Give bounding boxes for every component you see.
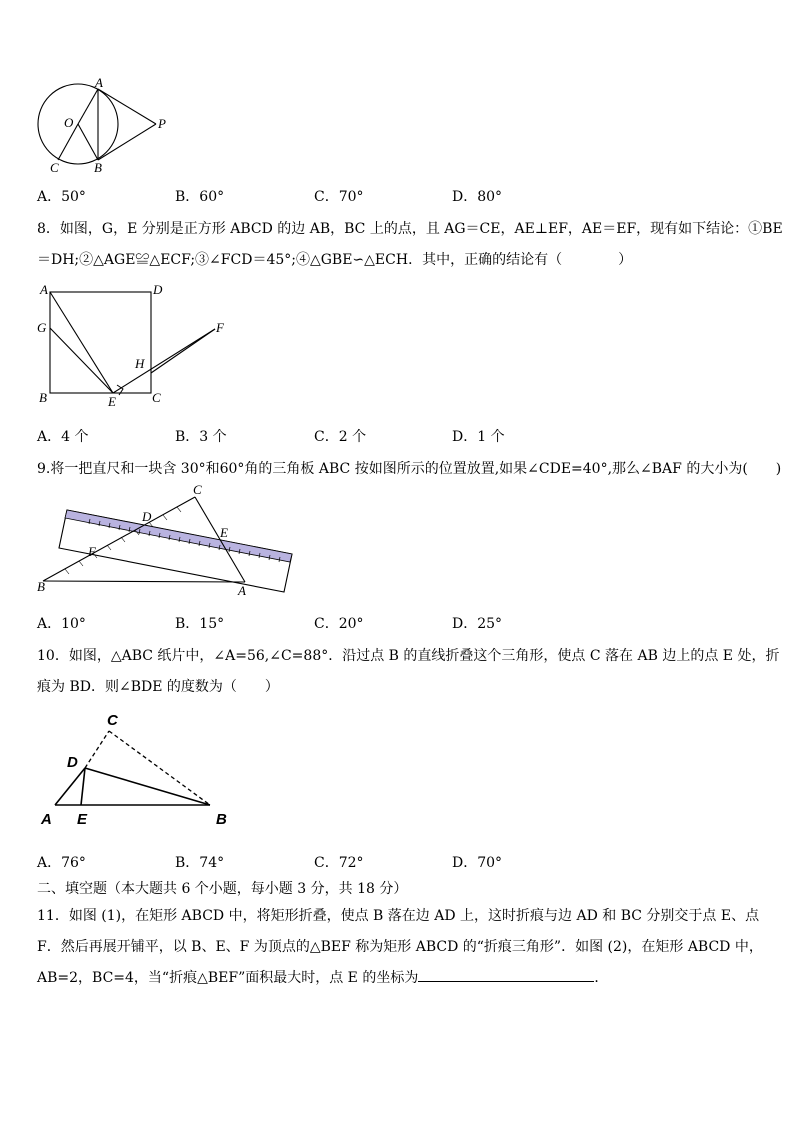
q8-label-g: G	[37, 320, 47, 335]
q7-tangent-pb	[98, 124, 156, 160]
q8-square-abcd	[50, 292, 151, 393]
q10-label-c: C	[107, 712, 118, 729]
q11-stem-line3-prefix: AB=2，BC=4，当“折痕△BEF”面积最大时，点 E 的坐标为	[37, 970, 419, 986]
q8-segment-ae	[50, 292, 113, 393]
q8-option-d: D．1 个	[452, 429, 505, 445]
q10-segment-de	[81, 768, 85, 805]
q10-label-e: E	[77, 811, 88, 828]
q8-label-h: H	[135, 356, 145, 371]
q11-stem-line3-suffix: ．	[594, 970, 609, 986]
q7-option-c: C．70°	[314, 189, 364, 205]
q9-option-b: B．15°	[175, 616, 225, 632]
q11-answer-blank[interactable]	[418, 967, 594, 982]
q7-option-b: B．60°	[175, 189, 225, 205]
q11-stem-line3	[37, 967, 608, 987]
q10-dashed-dc	[85, 731, 109, 768]
q10-stem-line1: 10．如图，△ABC 纸片中，∠A=56,∠C=88°．沿过点 B 的直线折叠这个三角形，使点 C 落在 AB 边上的点 E 处，折	[37, 648, 780, 664]
q7-label-p: P	[158, 116, 166, 131]
q7-segment-oa	[78, 89, 98, 124]
q9-label-a: A	[238, 583, 246, 598]
q7-label-o: O	[64, 115, 74, 130]
q10-figure	[35, 705, 245, 830]
q9-label-e: E	[220, 525, 228, 540]
q7-tangent-pa	[98, 89, 156, 124]
q7-label-b: B	[94, 160, 102, 175]
q9-ruler-edge	[65, 510, 292, 562]
q10-fold-bd	[85, 768, 210, 805]
q7-label-c: C	[50, 160, 59, 175]
q10-option-d: D．70°	[452, 855, 503, 871]
q8-label-f: F	[216, 320, 224, 335]
q10-option-a: A．76°	[37, 855, 86, 871]
q11-stem-line2: F．然后再展开铺平，以 B、E、F 为顶点的△BEF 称为矩形 ABCD 的“折痕三角形”．如图 (2)，在矩形 ABCD 中，	[37, 939, 763, 955]
q9-label-d: D	[142, 509, 152, 524]
q9-label-c: C	[193, 482, 202, 497]
q10-dashed-cb	[109, 731, 210, 805]
q11-stem-line1: 11．如图 (1)，在矩形 ABCD 中，将矩形折叠，使点 B 落在边 AD 上，这时折痕与边 AD 和 BC 分别交于点 E、点	[37, 908, 760, 924]
q10-label-d: D	[67, 754, 78, 771]
q9-label-f: F	[88, 544, 96, 559]
q8-label-c: C	[152, 390, 161, 405]
q8-label-e: E	[108, 394, 116, 409]
q7-figure	[30, 75, 180, 178]
q7-option-d: D．80°	[452, 189, 503, 205]
q10-label-a: A	[41, 811, 52, 828]
q10-option-b: B．74°	[175, 855, 225, 871]
q10-side-ad	[55, 768, 85, 805]
q9-option-a: A．10°	[37, 616, 86, 632]
q9-option-c: C．20°	[314, 616, 364, 632]
q9-figure	[35, 482, 300, 600]
q8-option-b: B．3 个	[175, 429, 227, 445]
q9-stem-line1: 9.将一把直尺和一块含 30°和60°角的三角板 ABC 按如图所示的位置放置,如果∠CDE=40°,那么∠BAF 的大小为( )	[37, 461, 782, 477]
q8-option-c: C．2 个	[314, 429, 367, 445]
q8-label-d: D	[153, 282, 163, 297]
q8-figure	[35, 280, 235, 410]
section-heading-fill-in: 二、填空题（本大题共 6 个小题，每小题 3 分，共 18 分）	[37, 881, 408, 897]
q8-label-b: B	[39, 390, 47, 405]
q9-option-d: D．25°	[452, 616, 503, 632]
q8-segment-ge	[50, 328, 113, 393]
q9-side-ab	[43, 581, 245, 582]
q7-label-a: A	[95, 75, 103, 90]
q8-option-a: A．4 个	[37, 429, 89, 445]
q10-label-b: B	[216, 811, 227, 828]
q8-stem-line1: 8．如图，G，E 分别是正方形 ABCD 的边 AB，BC 上的点，且 AG＝CE，AE⊥EF，AE＝EF，现有如下结论：①BE	[37, 221, 783, 237]
q7-segment-ob	[78, 124, 98, 160]
q10-stem-line2: 痕为 BD．则∠BDE 的度数为（ ）	[37, 679, 279, 695]
q8-segment-cf	[151, 329, 215, 373]
q10-option-c: C．72°	[314, 855, 364, 871]
q8-stem-line2: ＝DH;②△AGE≌△ECF;③∠FCD＝45°;④△GBE∽△ECH．其中，正确的结论有（ ）	[37, 252, 633, 268]
q9-label-b: B	[37, 579, 45, 594]
q8-label-a: A	[40, 282, 48, 297]
q7-option-a: A．50°	[37, 189, 86, 205]
q8-segment-ef	[113, 329, 215, 393]
